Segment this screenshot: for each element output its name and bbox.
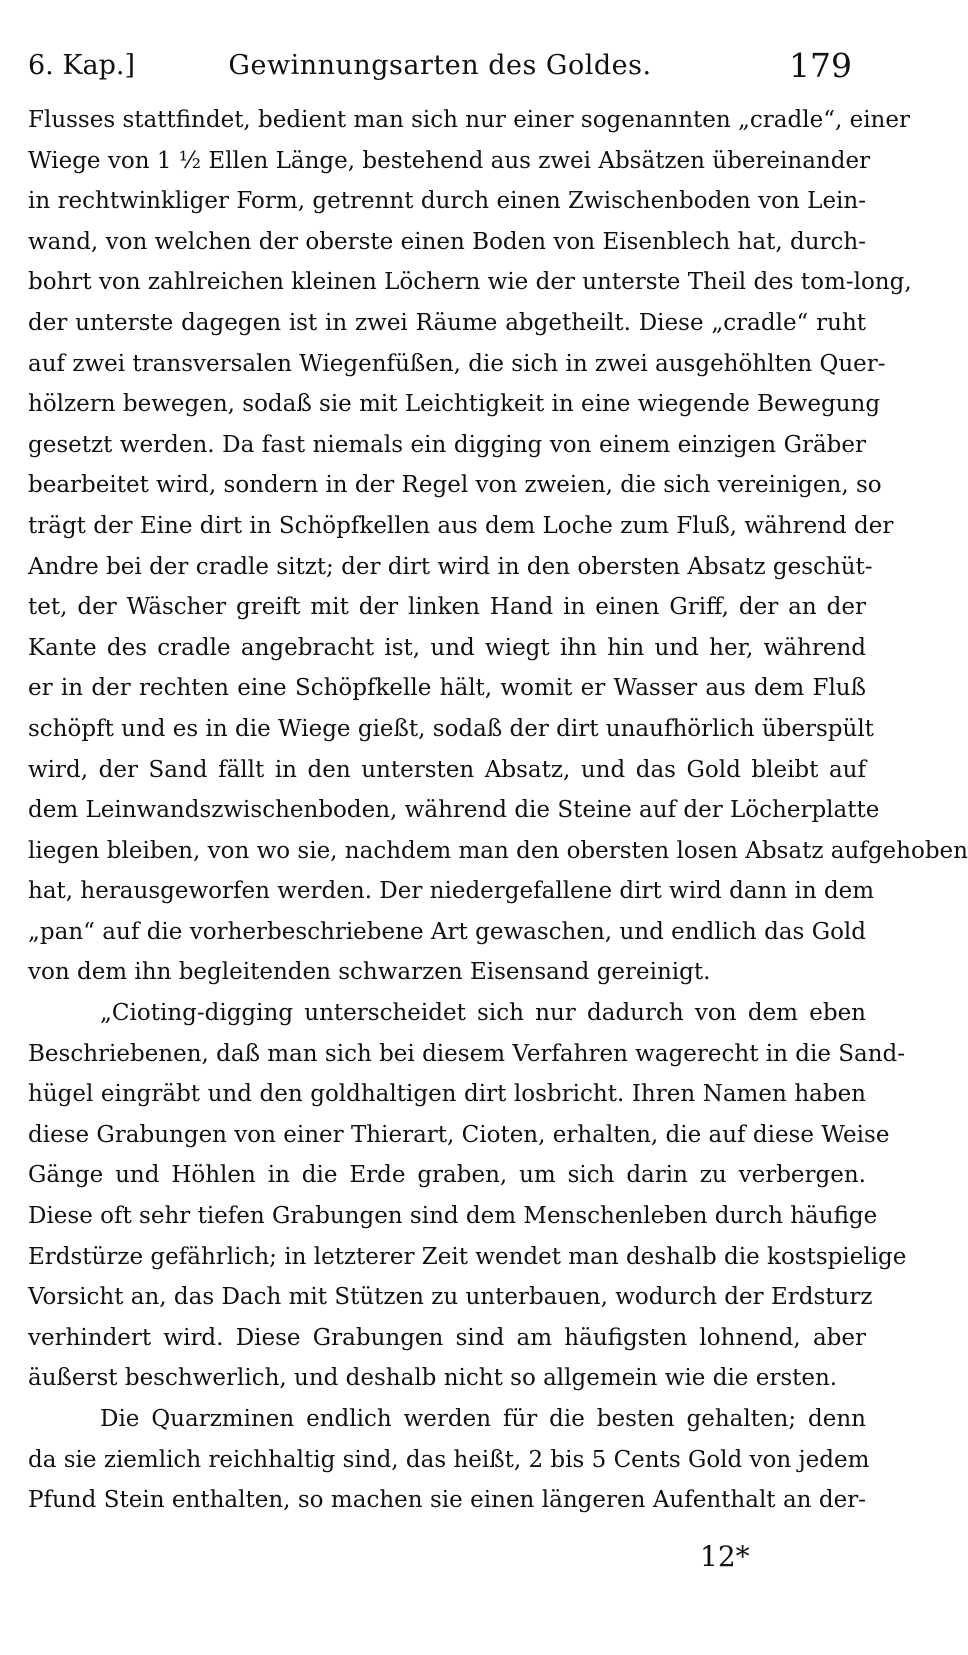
text-line: bearbeitet wird, sondern in der Regel von zweien, die sich vereinigen, so bbox=[28, 472, 882, 499]
text-line: Pfund Stein enthalten, so machen sie einen längeren Aufenthalt an der- bbox=[28, 1487, 866, 1514]
page-number: 179 bbox=[789, 46, 852, 85]
text-line: Vorsicht an, das Dach mit Stützen zu unterbauen, wodurch der Erdsturz bbox=[28, 1284, 873, 1311]
sheet-signature: 12* bbox=[700, 1540, 750, 1573]
text-line: Flusses stattfindet, bedient man sich nur einer sogenannten „cradle“, einer bbox=[28, 107, 910, 133]
text-line: wand, von welchen der oberste einen Boden von Eisenblech hat, durch- bbox=[28, 228, 866, 255]
text-line: von dem ihn begleitenden schwarzen Eisensand gereinigt. bbox=[28, 959, 711, 986]
text-line: hügel eingräbt und den goldhaltigen dirt losbricht. Ihren Namen haben bbox=[28, 1081, 866, 1108]
text-line: Erdstürze gefährlich; in letzterer Zeit wendet man deshalb die kostspielige bbox=[28, 1243, 907, 1270]
running-title: Gewinnungsarten des Goldes. bbox=[228, 50, 652, 81]
text-line: trägt der Eine dirt in Schöpfkellen aus dem Loche zum Fluß, während der bbox=[28, 512, 894, 539]
text-line: da sie ziemlich reichhaltig sind, das heißt, 2 bis 5 Cents Gold von jedem bbox=[28, 1446, 870, 1473]
text-line: schöpft und es in die Wiege gießt, sodaß der dirt unaufhörlich überspült bbox=[28, 715, 874, 742]
text-line: Wiege von 1 ½ Ellen Länge, bestehend aus zwei Absätzen übereinander bbox=[28, 147, 871, 174]
text-line: verhindert wird. Diese Grabungen sind am häufigsten lohnend, aber bbox=[28, 1324, 866, 1351]
text-line: Andre bei der cradle sitzt; der dirt wird in den obersten Absatz geschüt- bbox=[28, 553, 873, 580]
text-line: in rechtwinkliger Form, getrennt durch einen Zwischenboden von Lein- bbox=[28, 188, 866, 215]
text-line: auf zwei transversalen Wiegenfüßen, die sich in zwei ausgehöhlten Quer- bbox=[28, 350, 886, 377]
text-line: „pan“ auf die vorherbeschriebene Art gewaschen, und endlich das Gold bbox=[28, 918, 866, 945]
text-line: er in der rechten eine Schöpfkelle hält, womit er Wasser aus dem Fluß bbox=[28, 675, 866, 702]
text-line: hölzern bewegen, sodaß sie mit Leichtigkeit in eine wiegende Bewegung bbox=[28, 391, 881, 418]
text-line: liegen bleiben, von wo sie, nachdem man den obersten losen Absatz aufgehoben bbox=[28, 837, 968, 864]
text-line: hat, herausgeworfen werden. Der niedergefallene dirt wird dann in dem bbox=[28, 878, 875, 905]
text-line: Beschriebenen, daß man sich bei diesem Verfahren wagerecht in die Sand- bbox=[28, 1040, 906, 1067]
text-line: gesetzt werden. Da fast niemals ein digging von einem einzigen Gräber bbox=[28, 431, 866, 458]
text-line: „Cioting-digging unterscheidet sich nur dadurch von dem eben bbox=[100, 1000, 866, 1027]
text-line: äußerst beschwerlich, und deshalb nicht so allgemein wie die ersten. bbox=[28, 1365, 838, 1392]
text-line: der unterste dagegen ist in zwei Räume abgetheilt. Diese „cradle“ ruht bbox=[28, 309, 866, 336]
text-line: tet, der Wäscher greift mit der linken Hand in einen Griff, der an der bbox=[28, 594, 866, 621]
text-line: Gänge und Höhlen in die Erde graben, um sich darin zu verbergen. bbox=[28, 1162, 866, 1189]
chapter-label: 6. Kap.] bbox=[28, 50, 136, 81]
text-line: dem Leinwandszwischenboden, während die Steine auf der Löcherplatte bbox=[28, 797, 880, 824]
text-line: Kante des cradle angebracht ist, und wiegt ihn hin und her, während bbox=[28, 634, 866, 661]
text-line: diese Grabungen von einer Thierart, Cioten, erhalten, die auf diese Weise bbox=[28, 1121, 890, 1148]
text-line: bohrt von zahlreichen kleinen Löchern wie der unterste Theil des tom-long, bbox=[28, 269, 912, 296]
text-line: wird, der Sand fällt in den untersten Absatz, und das Gold bleibt auf bbox=[28, 756, 866, 783]
text-line: Die Quarzminen endlich werden für die besten gehalten; denn bbox=[100, 1406, 866, 1432]
body-text bbox=[28, 100, 968, 1521]
text-line: Diese oft sehr tiefen Grabungen sind dem Menschenleben durch häufige bbox=[28, 1203, 878, 1230]
page-header bbox=[28, 38, 852, 88]
